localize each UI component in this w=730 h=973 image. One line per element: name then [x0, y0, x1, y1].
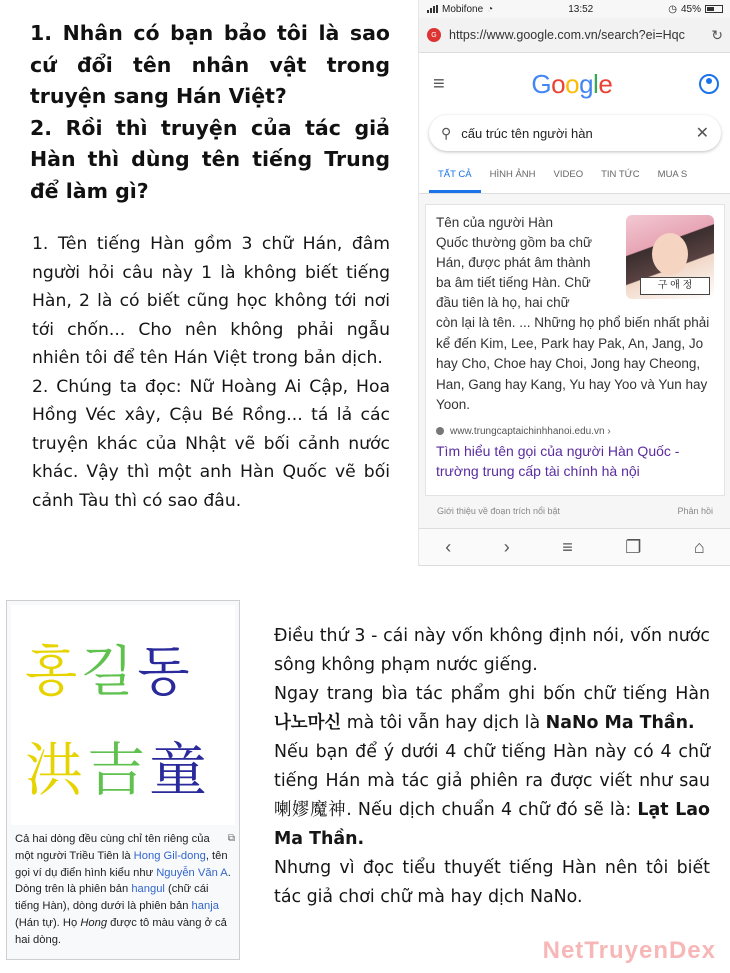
link-hangul[interactable]: hangul — [131, 883, 165, 896]
closing-paragraph: Nhưng vì đọc tiểu thuyết tiếng Hàn nên tôi biết tác giả chơi chữ mà hay dịch NaNo. — [274, 858, 710, 907]
tabs-icon[interactable]: ❐ — [625, 536, 642, 557]
hangul-row: 홍길동 — [25, 640, 194, 703]
tab-shopping[interactable]: MUA S — [657, 169, 688, 180]
enlarge-icon[interactable]: ⧉ — [227, 833, 235, 844]
hong-gildong-image — [11, 605, 235, 825]
result-link[interactable]: Tìm hiểu tên gọi của người Hàn Quốc - trường trung cấp tài chính hà nội — [436, 442, 680, 479]
signal-icon — [427, 5, 438, 13]
translated-title: NaNo Ma Thần. — [545, 713, 695, 733]
literal-title: Lạt Lao Ma Thần. — [274, 800, 710, 849]
wifi-icon: ◔ — [487, 3, 494, 15]
menu-icon[interactable]: ≡ — [562, 536, 573, 557]
link-hong-gildong[interactable]: Hong Gil-dong — [133, 849, 206, 862]
address-bar[interactable] — [419, 18, 730, 53]
snippet-intro: Tên của người Hàn Quốc thường gồm ba chữ Hán, được phát âm thành ba âm tiết tiếng Hàn. Chữ đầu tiên là họ, hai chữ — [436, 215, 593, 310]
tab-all[interactable]: TẤT CẢ — [429, 159, 481, 193]
cover-title-paragraph: Ngay trang bìa tác phẩm ghi bốn chữ tiếng Hàn 나노마신 mà tôi vẫn hay dịch là NaNo Ma Thần. — [274, 684, 710, 733]
home-icon[interactable]: ⌂ — [693, 536, 705, 557]
search-box[interactable] — [429, 115, 721, 151]
hanzi-paragraph: Nếu bạn để ý dưới 4 chữ tiếng Hàn này có 4 chữ tiếng Hán mà tác giả phiên ra được viết như sau 喇嫪魔神. Nếu dịch chuẩn 4 chữ đó sẽ là: Lạt Lao Ma Thần. — [274, 742, 710, 849]
url-text[interactable]: https://www.google.com.vn/search?ei=Hqc — [449, 28, 685, 42]
featured-snippet — [425, 204, 725, 496]
photo-name-tag: 구 애 정 — [640, 277, 710, 295]
reload-icon[interactable]: ↻ — [711, 26, 723, 43]
site-icon: G — [427, 28, 441, 42]
questions-block — [30, 18, 390, 207]
question-2: 2. Rồi thì truyện của tác giả Hàn thì dùng tên tiếng Trung để làm gì? — [30, 115, 390, 203]
google-header — [419, 53, 730, 115]
wiki-caption: ⧉ Cả hai dòng đều cùng chỉ tên riêng của một người Triều Tiên là Hong Gil-dong, tên gọi ví dụ điển hình kiểu như Nguyễn Văn A. Dòng trên là phiên bản hangul (chữ cái tiếng Hàn), dòng dưới là phiên bản hanja (Hán tự). Họ Hong được tô màu vàng ở cả hai dòng. — [15, 833, 235, 946]
status-time: 13:52 — [568, 3, 594, 15]
tab-video[interactable]: VIDEO — [553, 169, 584, 180]
explanation-block — [274, 622, 710, 912]
alarm-icon: ◷ — [668, 3, 677, 15]
question-1: 1. Nhân có bạn bảo tôi là sao cứ đổi tên nhân vật trong truyện sang Hán Việt? — [30, 21, 390, 108]
snippet-body: còn lại là tên. ... Những họ phổ biến nhất phải kể đến Kim, Lee, Park hay Pak, An, Jang, Jo hay Cho, Choe hay Choi, Jong hay Cheong, Han, Gang hay Kang, Yu hay Yoo và Yun hay Yoon. — [436, 315, 710, 412]
battery-icon — [705, 5, 723, 13]
featured-snippet-area — [419, 194, 730, 534]
point-3: Điều thứ 3 - cái này vốn không định nói, vốn nước sông không phạm nước giếng. — [274, 626, 710, 675]
tab-news[interactable]: TIN TỨC — [601, 169, 640, 180]
browser-nav-bar — [419, 528, 730, 565]
favicon-icon — [436, 427, 444, 435]
hanja-row: 洪吉童 — [25, 736, 212, 804]
forward-icon[interactable]: › — [503, 536, 510, 557]
person-photo[interactable] — [626, 215, 714, 299]
answers-block — [32, 230, 390, 515]
search-tabs — [419, 159, 730, 194]
answer-2: 2. Chúng ta đọc: Nữ Hoàng Ai Cập, Hoa Hồng Véc xây, Cậu Bé Rồng... tá lả các truyện khác của Nhật vẽ bối cảnh nước khác. Vậy thì một anh Hàn Quốc vẽ bối cảnh Tàu thì có sao đâu. — [32, 376, 390, 511]
about-snippet-link[interactable]: Giới thiệu về đoạn trích nổi bật — [437, 506, 560, 516]
hanzi-title: 喇嫪魔神 — [274, 800, 347, 820]
link-nguyen-van-a[interactable]: Nguyễn Văn A — [156, 866, 228, 879]
carrier-name: Mobifone — [442, 3, 484, 15]
korean-title: 나노마신 — [274, 713, 342, 733]
site-watermark: NetTruyenDex — [542, 937, 716, 964]
back-icon[interactable]: ‹ — [445, 536, 452, 557]
feedback-link[interactable]: Phản hồi — [677, 506, 713, 516]
account-icon[interactable] — [699, 74, 719, 94]
hamburger-menu-icon[interactable]: ≡ — [433, 72, 445, 95]
battery-percent: 45% — [680, 3, 701, 15]
status-bar — [419, 0, 730, 18]
google-logo[interactable]: Google — [531, 68, 613, 99]
search-icon[interactable]: ⚲ — [441, 124, 452, 141]
tab-images[interactable]: HÌNH ẢNH — [489, 169, 536, 180]
clear-icon[interactable]: ✕ — [695, 125, 709, 142]
wiki-image-box — [6, 600, 240, 960]
answer-1: 1. Tên tiếng Hàn gồm 3 chữ Hán, đâm người hỏi câu này 1 là không biết tiếng Hàn, 2 là có biết cũng học không tới nơi tới chốn... Cho nên không phải ngẫu nhiên tôi để tên Hán Việt trong bản dịch. — [32, 234, 390, 368]
link-hanja[interactable]: hanja — [191, 900, 219, 913]
snippet-feedback-row — [425, 506, 725, 516]
google-search-screenshot — [418, 0, 730, 566]
search-input[interactable]: cấu trúc tên người hàn — [461, 125, 593, 141]
result-source: www.trungcaptaichinhhanoi.edu.vn › — [436, 426, 714, 437]
